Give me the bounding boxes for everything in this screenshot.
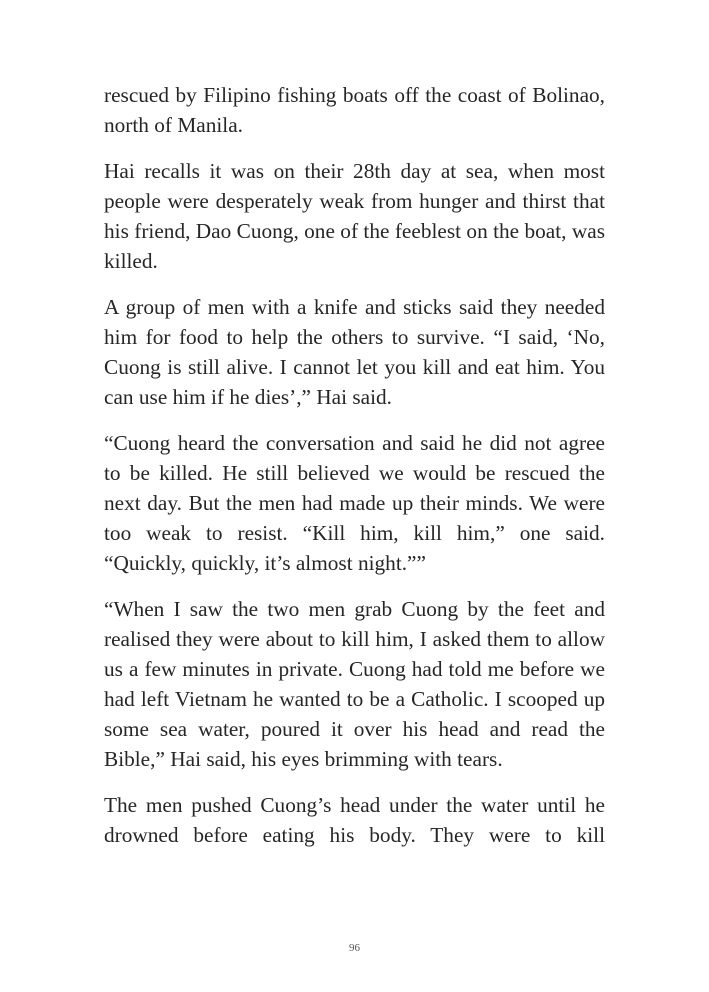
paragraph: “When I saw the two men grab Cuong by the feet and realised they were about to kill him, I asked them to allow us a few minutes in private. Cuong had told me before we had left Vietnam he wanted to be a Catholic. I scooped up some sea water, poured it over his head and read the Bible,” Hai said, his eyes brimming with tears. bbox=[104, 597, 605, 771]
body-text bbox=[104, 80, 605, 866]
paragraph: A group of men with a knife and sticks said they needed him for food to help the others to survive. “I said, ‘No, Cuong is still alive. I cannot let you kill and eat him. You can use him if he dies’,” Hai said. bbox=[104, 295, 605, 409]
paragraph: “Cuong heard the conversation and said he did not agree to be killed. He still believed we would be rescued the next day. But the men had made up their minds. We were too weak to resist. “Kill him, kill him,” one said. “Quickly, quickly, it’s almost night.”” bbox=[104, 431, 605, 575]
paragraph: rescued by Filipino fishing boats off the coast of Bolinao, north of Manila. bbox=[104, 83, 605, 137]
paragraph: The men pushed Cuong’s head under the water until he drowned before eating his body. They were to kill bbox=[104, 793, 605, 847]
page-number: 96 bbox=[349, 942, 360, 954]
paragraph: Hai recalls it was on their 28th day at sea, when most people were desperately weak from hunger and thirst that his friend, Dao Cuong, one of the feeblest on the boat, was killed. bbox=[104, 159, 605, 273]
